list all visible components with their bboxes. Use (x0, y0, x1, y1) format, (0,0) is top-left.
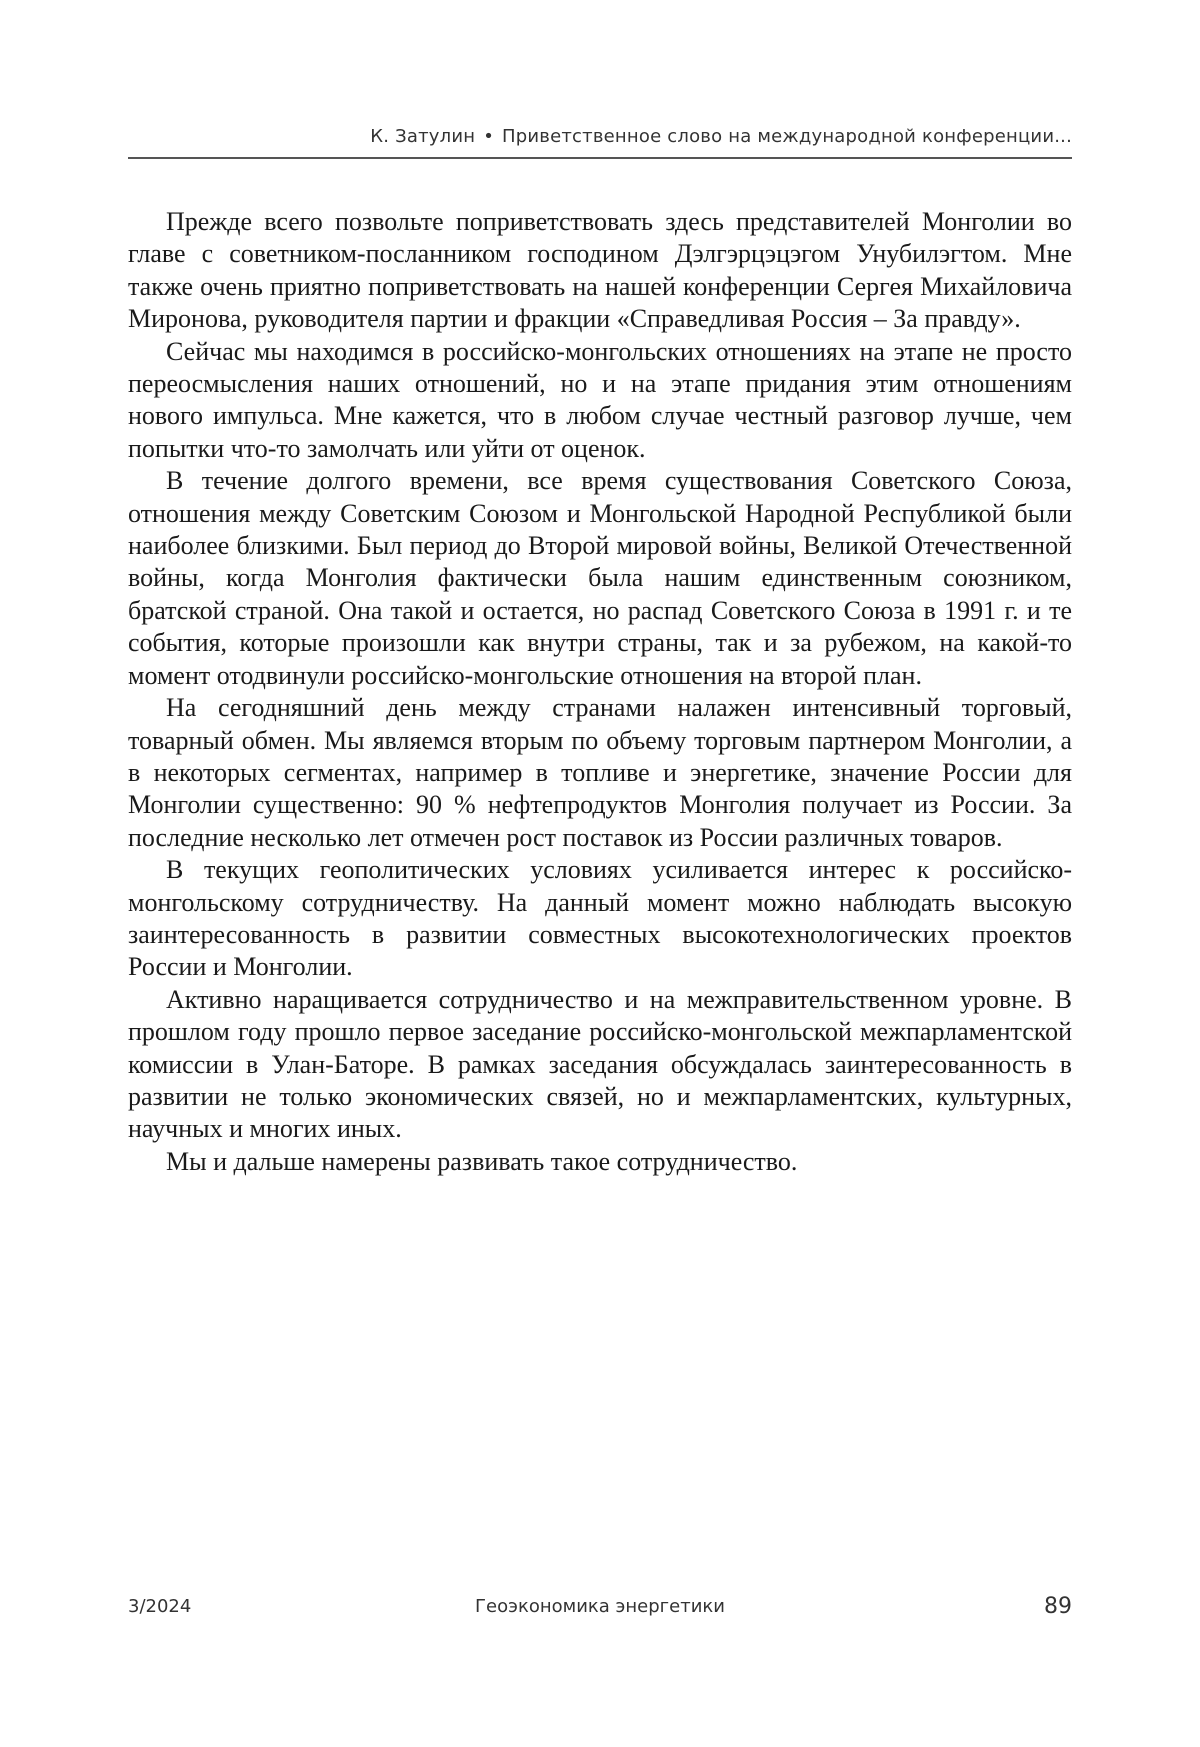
paragraph: Мы и дальше намерены развивать такое сотрудничество. (166, 1146, 798, 1176)
paragraph: В течение долгого времени, все время существования Советского Союза, отношения между Советским Союзом и Монгольской Народной Республикой были наиболее близкими. Был период до Второй мировой войны, Великой Отечественной войны, когда Монголия фактически была нашим единственным союзником, братской страной. Она такой и остается, но распад Советского Союза в 1991 г. и те события, которые произошли как внутри страны, так и за рубежом, на какой-то момент отодвинули российско-монгольские отношения на второй план. (128, 466, 1072, 690)
paragraph: Прежде всего позвольте поприветствовать здесь представителей Монголии во главе с советником-посланником господином Дэлгэрцэцэгом Унубилэгтом. Мне также очень приятно поприветствовать на нашей конференции Сергея Михайловича Миронова, руководителя партии и фракции «Справедливая Россия – За правду». (128, 207, 1072, 334)
running-head-author: К. Затулин (370, 126, 476, 147)
paragraph: Активно наращивается сотрудничество и на межправительственном уровне. В прошлом году прошло первое заседание российско-монгольской межпарламентской комиссии в Улан-Баторе. В рамках заседания обсуждалась заинтересованность в развитии не только экономических связей, но и межпарламентских, культурных, научных и многих иных. (128, 984, 1072, 1144)
page-footer (128, 1594, 1072, 1622)
paragraph: Сейчас мы находимся в российско-монгольских отношениях на этапе не просто переосмысления наших отношений, но и на этапе придания этим отношениям нового импульса. Мне кажется, что в любом случае честный разговор лучше, чем попытки что-то замолчать или уйти от оценок. (128, 336, 1072, 463)
paragraph: На сегодняшний день между странами налажен интенсивный торговый, товарный обмен. Мы являемся вторым по объему торговым партнером Монголии, а в некоторых сегментах, например в топливе и энергетике, значение России для Монголии существенно: 90 % нефтепродуктов Монголия получает из России. За последние несколько лет отмечен рост поставок из России различных товаров. (128, 693, 1072, 852)
running-head-title: Приветственное слово на международной конференции... (502, 126, 1072, 147)
running-head-separator: • (483, 126, 495, 147)
paragraph: В текущих геополитических условиях усиливается интерес к российско-монгольскому сотрудничеству. На данный момент можно наблюдать высокую заинтересованность в развитии совместных высокотехнологических проектов России и Монголии. (128, 855, 1072, 982)
page-number: 89 (1044, 1594, 1072, 1619)
journal-title: Геоэкономика энергетики (475, 1596, 725, 1617)
running-head (128, 126, 1072, 148)
header-rule (128, 157, 1072, 159)
issue-number: 3/2024 (128, 1596, 192, 1617)
article-body (128, 206, 1072, 1178)
